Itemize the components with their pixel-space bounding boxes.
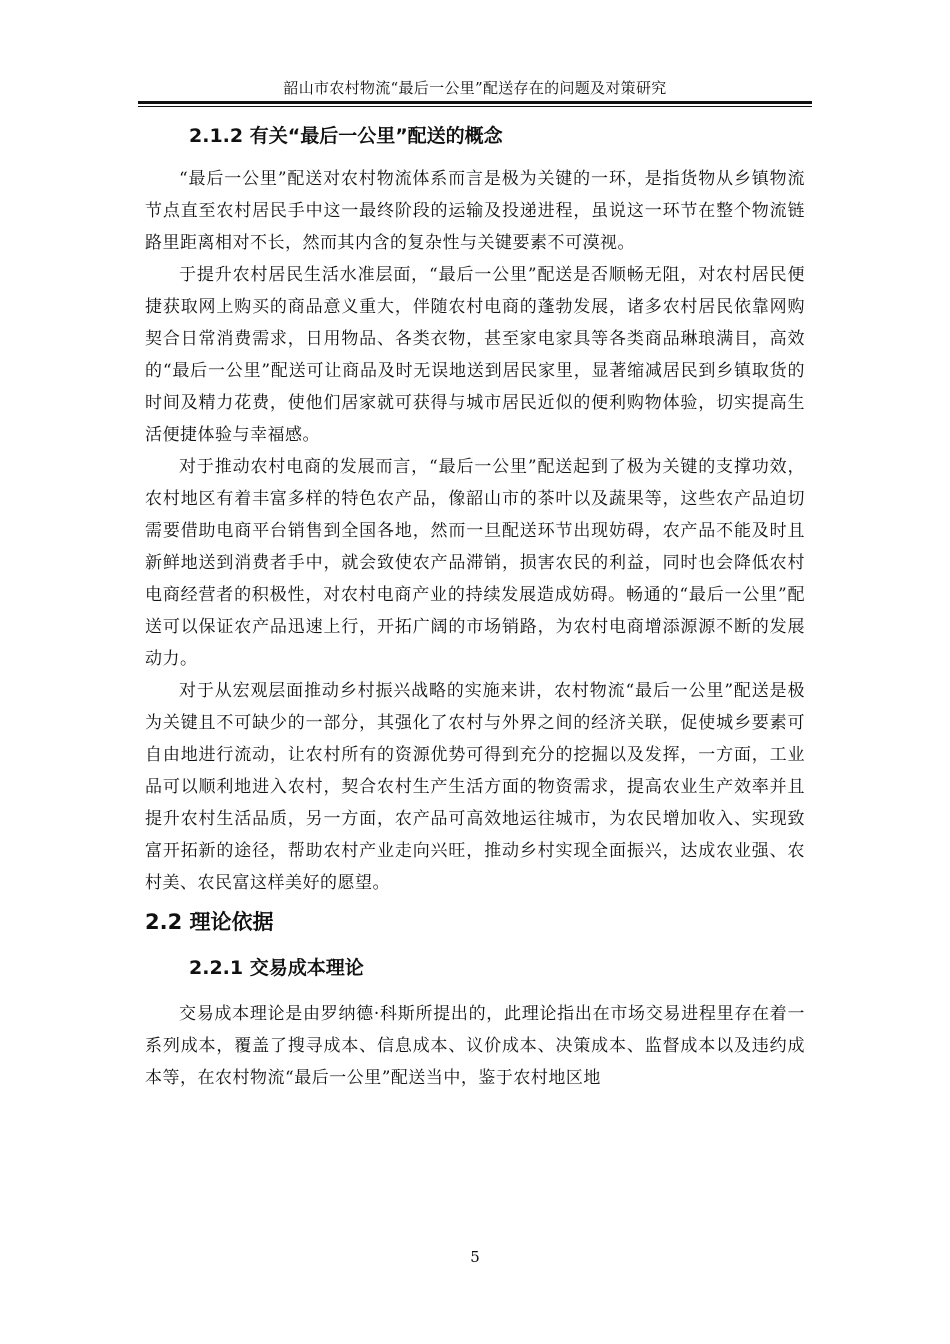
paragraph: 交易成本理论是由罗纳德·科斯所提出的，此理论指出在市场交易进程里存在着一系列成本，覆盖了搜寻成本、信息成本、议价成本、决策成本、监督成本以及违约成本等，在农村物流“最后一公里”配送当中，鉴于农村地区地 bbox=[145, 1004, 805, 1088]
section-heading-2-1-2: 2.1.2 有关“最后一公里”配送的概念 bbox=[189, 125, 503, 147]
paragraph: 对于从宏观层面推动乡村振兴战略的实施来讲，农村物流“最后一公里”配送是极为关键且不可缺少的一部分，其强化了农村与外界之间的经济关联，促使城乡要素可自由地进行流动，让农村所有的资源优势可得到充分的挖掘以及发挥，一方面，工业品可以顺利地进入农村，契合农村生产生活方面的物资需求，提高农业生产效率并且提升农村生活品质，另一方面，农产品可高效地运往城市，为农民增加收入、实现致富开拓新的途径，帮助农村产业走向兴旺，推动乡村实现全面振兴，达成农业强、农村美、农民富这样美好的愿望。 bbox=[145, 681, 805, 893]
header-rule-thin bbox=[138, 106, 812, 107]
paragraph: “最后一公里”配送对农村物流体系而言是极为关键的一环，是指货物从乡镇物流节点直至农村居民手中这一最终阶段的运输及投递进程，虽说这一环节在整个物流链路里距离相对不长，然而其内含的复杂性与关键要素不可漠视。 bbox=[145, 169, 805, 253]
paragraph: 对于推动农村电商的发展而言，“最后一公里”配送起到了极为关键的支撑功效，农村地区有着丰富多样的特色农产品，像韶山市的茶叶以及蔬果等，这些农产品迫切需要借助电商平台销售到全国各地，然而一旦配送环节出现妨碍，农产品不能及时且新鲜地送到消费者手中，就会致使农产品滞销，损害农民的利益，同时也会降低农村电商经营者的积极性，对农村电商产业的持续发展造成妨碍。畅通的“最后一公里”配送可以保证农产品迅速上行，开拓广阔的市场销路，为农村电商增添源源不断的发展动力。 bbox=[145, 457, 805, 669]
header-rule-thick bbox=[138, 101, 812, 104]
running-header: 韶山市农村物流“最后一公里”配送存在的问题及对策研究 bbox=[283, 79, 667, 97]
paragraph: 于提升农村居民生活水准层面，“最后一公里”配送是否顺畅无阻，对农村居民便捷获取网上购买的商品意义重大，伴随农村电商的蓬勃发展，诸多农村居民依靠网购契合日常消费需求，日用物品、各类衣物，甚至家电家具等各类商品琳琅满目，高效的“最后一公里”配送可让商品及时无误地送到居民家里，显著缩减居民到乡镇取货的时间及精力花费，使他们居家就可获得与城市居民近似的便利购物体验，切实提高生活便捷体验与幸福感。 bbox=[145, 265, 805, 445]
page-body bbox=[145, 116, 805, 1094]
page-number: 5 bbox=[470, 1248, 480, 1266]
section-heading-2-2-1: 2.2.1 交易成本理论 bbox=[189, 957, 364, 979]
section-heading-2-2: 2.2 理论依据 bbox=[145, 910, 274, 934]
